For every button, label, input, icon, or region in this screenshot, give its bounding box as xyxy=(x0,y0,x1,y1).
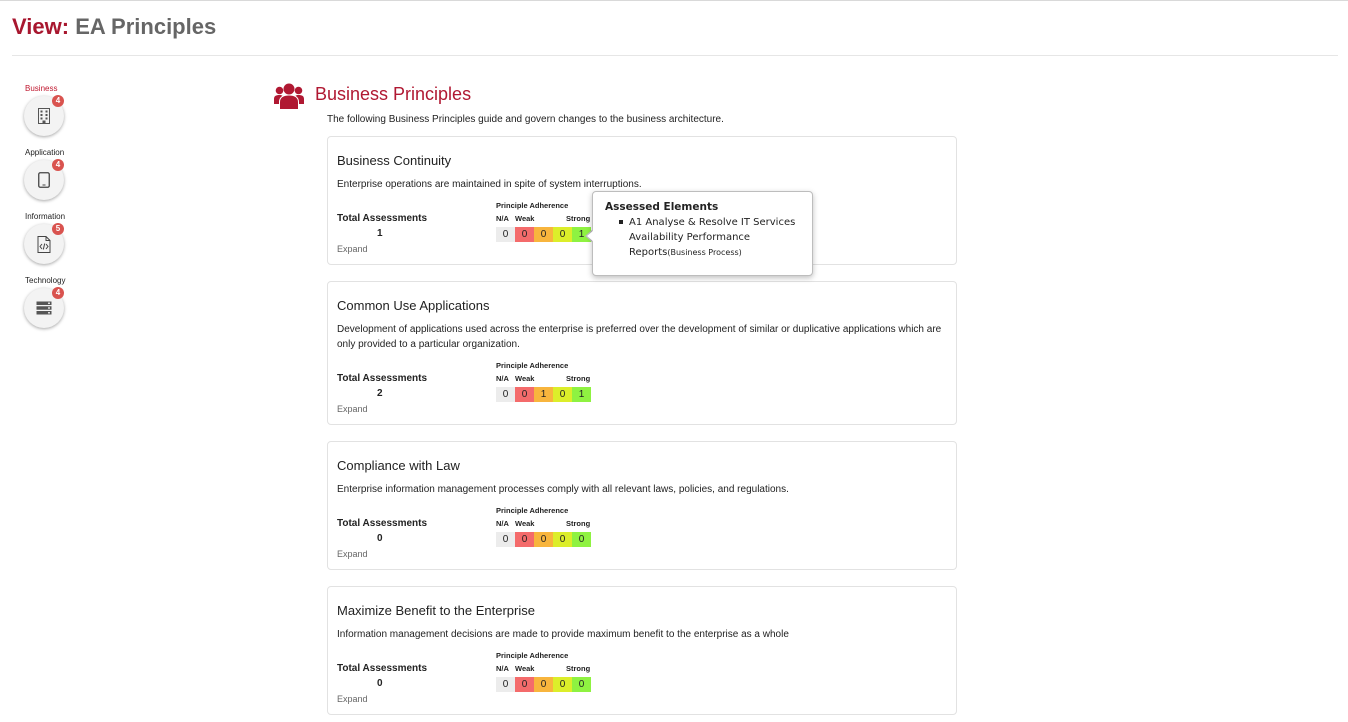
adherence-strong-cell[interactable]: 0 xyxy=(572,532,591,547)
adherence-level2-cell[interactable]: 0 xyxy=(534,227,553,242)
principle-description: Enterprise operations are maintained in spite of system interruptions. xyxy=(337,179,642,190)
server-icon xyxy=(36,301,52,315)
adherence-weak-cell[interactable]: 0 xyxy=(515,677,534,692)
adherence-na-cell: 0 xyxy=(496,532,515,547)
top-divider xyxy=(0,0,1348,1)
tablet-icon xyxy=(38,172,50,188)
na-label: N/A xyxy=(496,664,509,673)
total-assessments-label: Total Assessments xyxy=(337,518,428,529)
users-icon xyxy=(274,82,304,110)
principle-title: Compliance with Law xyxy=(337,458,460,473)
bullet-icon xyxy=(619,220,623,224)
principle-description: Development of applications used across the enterprise is preferred over the development of similar or duplicative applications which are only provided to a particular organization. xyxy=(337,324,942,350)
assessed-element-type: (Business Process) xyxy=(667,248,742,257)
adherence-na-cell: 0 xyxy=(496,227,515,242)
sidebar-item-technology[interactable] xyxy=(18,276,78,340)
count-badge: 4 xyxy=(52,159,64,171)
code-file-icon xyxy=(37,236,51,253)
page-title-text: EA Principles xyxy=(75,14,217,39)
count-badge: 4 xyxy=(52,95,64,107)
total-assessments-count: 0 xyxy=(377,678,383,689)
adherence-na-cell: 0 xyxy=(496,677,515,692)
adherence-level2-cell[interactable]: 1 xyxy=(534,387,553,402)
section-description: The following Business Principles guide and govern changes to the business architecture. xyxy=(327,114,724,125)
sidebar-item-label: Information xyxy=(25,212,66,221)
total-assessments-count: 2 xyxy=(377,388,383,399)
adherence-weak-cell[interactable]: 0 xyxy=(515,387,534,402)
adherence-strong-cell[interactable]: 0 xyxy=(572,677,591,692)
sidebar-item-label: Application xyxy=(25,148,65,157)
na-label: N/A xyxy=(496,374,509,383)
adherence-na-cell: 0 xyxy=(496,387,515,402)
title-divider xyxy=(12,55,1338,56)
adherence-level2-cell[interactable]: 0 xyxy=(534,677,553,692)
na-label: N/A xyxy=(496,214,509,223)
expand-link[interactable]: Expand xyxy=(337,244,368,254)
principle-card-maximize-benefit xyxy=(327,586,957,715)
building-icon xyxy=(37,108,51,124)
page-title-prefix: View: xyxy=(12,14,70,39)
assessed-elements-tooltip xyxy=(592,191,813,276)
weak-label: Weak xyxy=(515,664,535,673)
sidebar-item-label: Business xyxy=(25,84,58,93)
total-assessments-label: Total Assessments xyxy=(337,663,428,674)
adherence-level2-cell[interactable]: 0 xyxy=(534,532,553,547)
page-title xyxy=(12,14,216,40)
tooltip-title: Assessed Elements xyxy=(605,201,719,213)
principle-card-common-use-applications xyxy=(327,281,957,425)
assessed-element-item[interactable] xyxy=(629,215,807,260)
expand-link[interactable]: Expand xyxy=(337,694,368,704)
tooltip-arrow-inner xyxy=(587,230,594,242)
count-badge: 5 xyxy=(52,223,64,235)
weak-label: Weak xyxy=(515,214,535,223)
principle-adherence-heading: Principle Adherence xyxy=(496,361,569,370)
strong-label: Strong xyxy=(566,374,591,383)
adherence-bar xyxy=(496,677,591,692)
total-assessments-count: 0 xyxy=(377,533,383,544)
strong-label: Strong xyxy=(566,519,591,528)
adherence-weak-cell[interactable]: 0 xyxy=(515,227,534,242)
principle-adherence-heading: Principle Adherence xyxy=(496,651,569,660)
total-assessments-count: 1 xyxy=(377,228,383,239)
sidebar-item-information[interactable] xyxy=(18,212,78,276)
adherence-bar xyxy=(496,387,591,402)
strong-label: Strong xyxy=(566,214,591,223)
expand-link[interactable]: Expand xyxy=(337,404,368,414)
strong-label: Strong xyxy=(566,664,591,673)
principle-title: Maximize Benefit to the Enterprise xyxy=(337,603,535,618)
adherence-level3-cell[interactable]: 0 xyxy=(553,677,572,692)
sidebar-item-business[interactable] xyxy=(18,84,78,148)
adherence-level3-cell[interactable]: 0 xyxy=(553,532,572,547)
na-label: N/A xyxy=(496,519,509,528)
sidebar-item-label: Technology xyxy=(25,276,66,285)
adherence-weak-cell[interactable]: 0 xyxy=(515,532,534,547)
count-badge: 4 xyxy=(52,287,64,299)
total-assessments-label: Total Assessments xyxy=(337,213,428,224)
sidebar-item-application[interactable] xyxy=(18,148,78,212)
weak-label: Weak xyxy=(515,374,535,383)
adherence-strong-cell[interactable]: 1 xyxy=(572,227,591,242)
adherence-level3-cell[interactable]: 0 xyxy=(553,387,572,402)
assessed-element-name: A1 Analyse & Resolve IT Services Availability Performance Reports xyxy=(629,217,796,258)
adherence-level3-cell[interactable]: 0 xyxy=(553,227,572,242)
principle-description: Information management decisions are made to provide maximum benefit to the enterprise as a whole xyxy=(337,629,789,640)
principle-description: Enterprise information management processes comply with all relevant laws, policies, and regulations. xyxy=(337,484,789,495)
adherence-bar xyxy=(496,227,591,242)
principle-title: Common Use Applications xyxy=(337,298,490,313)
principle-adherence-heading: Principle Adherence xyxy=(496,506,569,515)
section-title: Business Principles xyxy=(315,84,472,104)
principle-title: Business Continuity xyxy=(337,153,452,168)
adherence-strong-cell[interactable]: 1 xyxy=(572,387,591,402)
expand-link[interactable]: Expand xyxy=(337,549,368,559)
principle-card-compliance-with-law xyxy=(327,441,957,570)
principle-adherence-heading: Principle Adherence xyxy=(496,201,569,210)
weak-label: Weak xyxy=(515,519,535,528)
total-assessments-label: Total Assessments xyxy=(337,373,428,384)
adherence-bar xyxy=(496,532,591,547)
